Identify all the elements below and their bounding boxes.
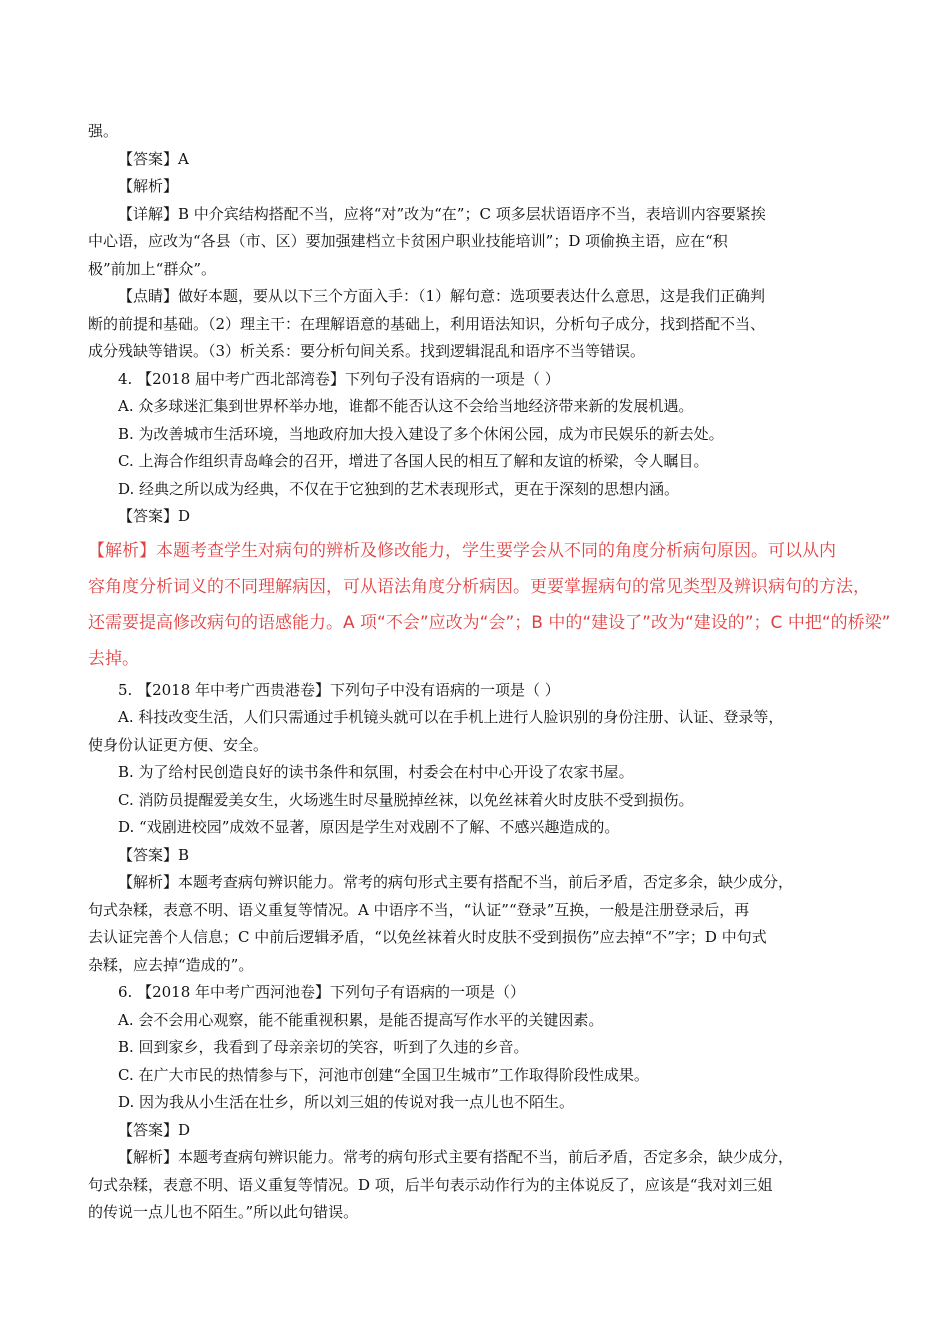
text-line: 【点睛】做好本题，要从以下三个方面入手：（1）解句意：选项要表达什么意思，这是我们正确判	[118, 287, 766, 305]
text-line: 句式杂糅，表意不明、语义重复等情况。A 中语序不当，“认证”“登录”互换，一般是注册登录后，再	[88, 900, 750, 919]
text-line: C. 消防员提醒爱美女生，火场逃生时尽量脱掉丝袜，以免丝袜着火时皮肤不受到损伤。	[118, 790, 694, 809]
text-line: 【详解】B 中介宾结构搭配不当，应将“对”改为“在”；C 项多层状语语序不当，表培训内容要紧挨	[118, 204, 766, 223]
red-analysis-line: 容角度分析词义的不同理解病因，可从语法角度分析病因。更要掌握病句的常见类型及辨识病句的方法，	[88, 576, 870, 597]
text-line: D. 因为我从小生活在壮乡，所以刘三姐的传说对我一点儿也不陌生。	[118, 1093, 575, 1111]
text-line: 句式杂糅，表意不明、语义重复等情况。D 项，后半句表示动作行为的主体说反了，应该是“我对刘三姐	[88, 1175, 773, 1194]
text-line: 成分残缺等错误。（3）析关系：要分析句间关系。找到逻辑混乱和语序不当等错误。	[88, 342, 646, 360]
text-line: 【答案】D	[118, 1120, 191, 1139]
text-line: 中心语，应改为“各县（市、区）要加强建档立卡贫困户职业技能培训”；D 项偷换主语，应在“积	[88, 232, 728, 250]
text-line: 使身份认证更方便、安全。	[88, 735, 269, 754]
text-line: A. 会不会用心观察，能不能重视积累，是能否提高写作水平的关键因素。	[118, 1010, 604, 1029]
red-analysis-line: 【解析】本题考查学生对病句的辨析及修改能力，学生要学会从不同的角度分析病句原因。可以从内	[88, 540, 836, 561]
text-block-upper	[88, 118, 880, 531]
document-page	[88, 118, 891, 1227]
highlighted-analysis	[88, 535, 891, 675]
text-line: 强。	[88, 122, 119, 140]
text-line: 【解析】本题考查病句辨识能力。常考的病句形式主要有搭配不当，前后矛盾，否定多余，缺少成分，	[118, 873, 794, 891]
text-line: B. 为了给村民创造良好的读书条件和氛围，村委会在村中心开设了农家书屋。	[118, 763, 634, 781]
text-line: 的传说一点儿也不陌生。”所以此句错误。	[88, 1203, 359, 1221]
text-line: 断的前提和基础。（2）理主干：在理解语意的基础上，利用语法知识，分析句子成分，找到搭配不当、	[88, 314, 766, 333]
text-line: 去认证完善个人信息；C 中前后逻辑矛盾，“以免丝袜着火时皮肤不受到损伤”应去掉“不”字；D 中句式	[88, 928, 767, 946]
text-line: 杂糅，应去掉“造成的”。	[88, 955, 254, 974]
text-line: D. “戏剧进校园”成效不显著，原因是学生对戏剧不了解、不感兴趣造成的。	[118, 818, 620, 836]
text-line: 【答案】B	[118, 845, 190, 864]
text-line: B. 回到家乡，我看到了母亲亲切的笑容，听到了久违的乡音。	[118, 1038, 529, 1056]
red-analysis-line: 还需要提高修改病句的语感能力。A 项“不会”应改为“会”；B 中的“建设了”改为“建设的”；C 中把“的桥梁”	[88, 612, 891, 633]
text-line: 5. 【2018 年中考广西贵港卷】下列句子中没有语病的一项是（ ）	[118, 680, 560, 699]
text-block-lower	[88, 677, 880, 1227]
text-line: C. 在广大市民的热情参与下，河池市创建“全国卫生城市”工作取得阶段性成果。	[118, 1065, 649, 1084]
text-line: D. 经典之所以成为经典，不仅在于它独到的艺术表现形式，更在于深刻的思想内涵。	[118, 479, 680, 498]
text-line: A. 众多球迷汇集到世界杯举办地，谁都不能否认这不会给当地经济带来新的发展机遇。	[118, 397, 694, 415]
text-line: A. 科技改变生活，人们只需通过手机镜头就可以在手机上进行人脸识别的身份注册、认证、登录等，	[118, 708, 784, 726]
red-analysis-line: 去掉。	[88, 648, 139, 669]
text-line: 极”前加上“群众”。	[88, 259, 217, 278]
text-line: C. 上海合作组织青岛峰会的召开，增进了各国人民的相互了解和友谊的桥梁，令人瞩目。	[118, 452, 709, 470]
text-line: 【答案】A	[118, 149, 189, 168]
text-line: 6. 【2018 年中考广西河池卷】下列句子有语病的一项是（）	[118, 983, 526, 1001]
text-line: 4. 【2018 届中考广西北部湾卷】下列句子没有语病的一项是（ ）	[118, 369, 560, 388]
text-line: 【解析】	[118, 177, 179, 195]
text-line: B. 为改善城市生活环境，当地政府加大投入建设了多个休闲公园，成为市民娱乐的新去处。	[118, 424, 724, 443]
text-line: 【答案】D	[118, 507, 191, 525]
text-line: 【解析】本题考查病句辨识能力。常考的病句形式主要有搭配不当，前后矛盾，否定多余，缺少成分，	[118, 1148, 794, 1166]
